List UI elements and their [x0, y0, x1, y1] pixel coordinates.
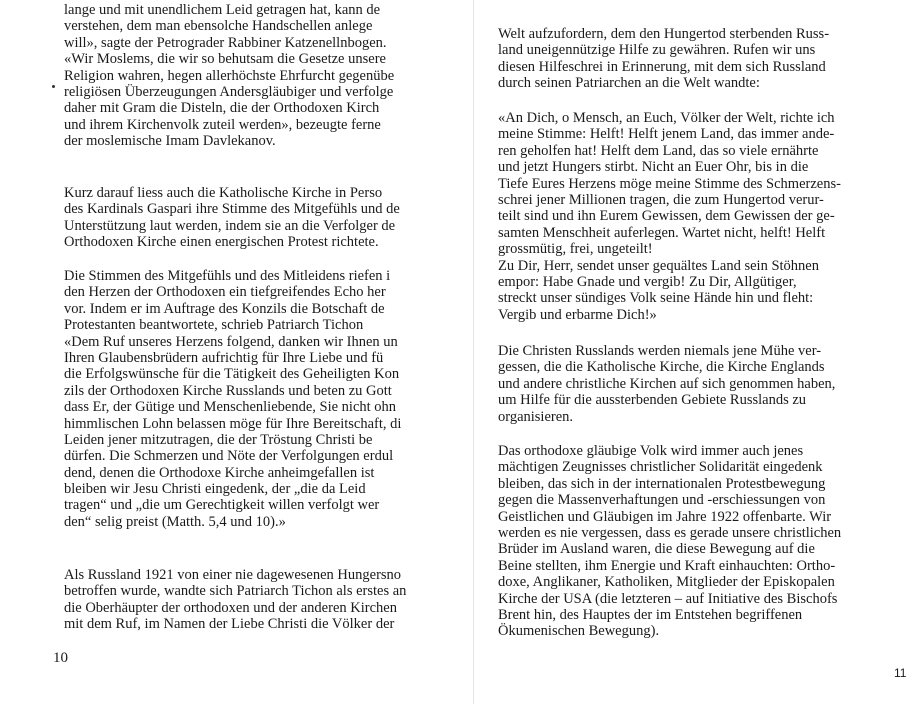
- text-line: vor. Indem er im Auftrage des Konzils die Botschaft de: [64, 300, 385, 317]
- text-line: Die Stimmen des Mitgefühls und des Mitleidens riefen i: [64, 268, 391, 284]
- text-line: Protestanten beantwortete, schrieb Patriarch Tichon: [64, 317, 364, 334]
- text-line: Die Christen Russlands werden niemals jene Mühe ver-: [498, 343, 822, 359]
- text-line: tragen“ und „die um Gerechtigkeit willen verfolgt wer: [64, 497, 380, 514]
- text-line: mächtigen Zeugnisses christlicher Solidarität eingedenk: [498, 459, 823, 476]
- paragraph: [64, 268, 474, 530]
- text-line: samten Menschheit auferlegen. Wartet nicht, helft! Helft: [498, 224, 826, 241]
- text-line: Als Russland 1921 von einer nie dagewesenen Hungersno: [64, 567, 402, 583]
- text-line: dend, denen die Orthodoxe Kirche anheimgefallen ist: [64, 464, 375, 481]
- text-line: lange und mit unendlichem Leid getragen hat, kann de: [64, 2, 381, 18]
- text-line: Das orthodoxe gläubige Volk wird immer auch jenes: [498, 443, 804, 459]
- paragraph: [498, 343, 884, 425]
- text-line: durch seinen Patriarchen an die Welt wandte:: [498, 75, 760, 92]
- text-line: grossmütig, frei, ungeteilt!: [498, 241, 653, 258]
- text-line: dass Er, der Gütige und Menschenliebende, Sie nicht ohn: [64, 399, 397, 416]
- text-line: den Herzen der Orthodoxen ein tiefgreifendes Echo her: [64, 284, 386, 301]
- text-line: organisieren.: [498, 408, 574, 425]
- text-line: die Erfolgswünsche für die Tätigkeit des Geheiligten Kon: [64, 366, 400, 383]
- text-line: den“ selig preist (Matth. 5,4 und 10).»: [64, 513, 286, 530]
- text-line: will», sagte der Petrograder Rabbiner Katzenellnbogen.: [64, 34, 387, 51]
- text-line: werden es nie vergessen, dass es gerade unsere christlichen: [498, 524, 842, 541]
- text-line: schrei jener Millionen tragen, die zum Hungertod verur-: [498, 191, 824, 208]
- text-line: himmlischen Lohn belassen möge für Ihre Bereitschaft, di: [64, 415, 402, 432]
- text-line: Kirche der USA (die letzteren – auf Initiative des Bischofs: [498, 590, 838, 607]
- text-line: diesen Hilfeschrei in Erinnerung, mit dem sich Russland: [498, 58, 826, 75]
- text-line: Welt aufzufordern, dem den Hungertod sterbenden Russ-: [498, 26, 830, 42]
- text-line: des Kardinals Gaspari ihre Stimme des Mitgefühls und de: [64, 201, 400, 218]
- paragraph: [64, 185, 474, 251]
- text-line: Tiefe Eures Herzens möge meine Stimme des Schmerzens-: [498, 175, 841, 192]
- paragraph: [64, 2, 474, 150]
- paragraph: [498, 110, 884, 323]
- text-line: und jetzt Hungers stirbt. Nicht an Euer Ohr, bis in die: [498, 159, 809, 176]
- text-line: mit dem Ruf, im Namen der Liebe Christi die Völker der: [64, 616, 395, 633]
- text-line: empor: Habe Gnade und vergib! Zu Dir, Allgütiger,: [498, 273, 797, 290]
- text-line: bleiben, das sich in der internationalen Protestbewegung: [498, 475, 826, 492]
- text-line: streckt unser sündiges Volk seine Hände hin und fleht:: [498, 290, 814, 307]
- text-line: «Wir Moslems, die wir so behutsam die Gesetze unsere: [64, 51, 386, 68]
- text-line: und ihrem Kirchenvolk zuteil werden», bezeugte ferne: [64, 116, 381, 133]
- text-line: «An Dich, o Mensch, an Euch, Völker der Welt, richte ich: [498, 110, 835, 126]
- text-line: ren geholfen hat! Helft dem Land, das so viele ernährte: [498, 142, 819, 159]
- text-line: teilt sind und ihn Eurem Gewissen, dem Gewissen der ge-: [498, 208, 835, 225]
- text-line: Ökumenischen Bewegung).: [498, 623, 660, 640]
- text-line: Beine stellten, ihm Energie und Kraft einhauchten: Ortho-: [498, 557, 836, 574]
- text-line: der moslemische Imam Davlekanov.: [64, 133, 276, 150]
- page-number: 10: [53, 650, 68, 666]
- text-line: gegen die Massenverhaftungen und -erschiessungen von: [498, 492, 826, 509]
- text-line: und andere christliche Kirchen auf sich genommen haben,: [498, 375, 836, 392]
- text-line: gessen, die die Katholische Kirche, die Kirche Englands: [498, 359, 825, 376]
- text-line: um Hilfe für die aussterbenden Gebiete Russlands zu: [498, 392, 807, 409]
- text-line: meine Stimme: Helft! Helft jenem Land, das immer ande-: [498, 126, 835, 143]
- paragraph: [64, 567, 474, 633]
- text-line: verstehen, dem man ebensolche Handschellen anlege: [64, 18, 373, 35]
- text-line: doxe, Anglikaner, Katholiken, Mitglieder der Episkopalen: [498, 574, 835, 591]
- page-number: 11: [894, 666, 907, 680]
- paragraph: [498, 26, 884, 92]
- text-line: Brüder im Ausland waren, die diese Bewegung auf die: [498, 541, 815, 558]
- text-line: Kurz darauf liess auch die Katholische Kirche in Perso: [64, 185, 383, 201]
- text-line: zils der Orthodoxen Kirche Russlands und beten zu Gott: [64, 382, 392, 399]
- margin-mark: [52, 85, 55, 88]
- right-page: [474, 0, 922, 704]
- text-line: Religion wahren, hegen allerhöchste Ehrfurcht gegenübe: [64, 67, 395, 84]
- text-line: Unterstützung laut werden, indem sie an die Verfolger de: [64, 217, 396, 234]
- text-line: religiösen Überzeugungen Andersgläubiger und verfolge: [64, 83, 394, 100]
- text-line: Zu Dir, Herr, sendet unser gequältes Land sein Stöhnen: [498, 257, 819, 274]
- text-line: daher mit Gram die Disteln, die der Orthodoxen Kirch: [64, 100, 380, 117]
- text-line: Leiden jener mitzutragen, die der Tröstung Christi be: [64, 431, 373, 448]
- text-line: betroffen wurde, wandte sich Patriarch Tichon als erstes an: [64, 583, 407, 600]
- text-line: die Oberhäupter der orthodoxen und der anderen Kirchen: [64, 599, 397, 616]
- text-line: land uneigennützige Hilfe zu gewähren. Rufen wir uns: [498, 42, 816, 59]
- text-line: Orthodoxen Kirche einen energischen Protest richtete.: [64, 234, 379, 251]
- text-line: «Dem Ruf unseres Herzens folgend, danken wir Ihnen un: [64, 333, 398, 350]
- text-line: Vergib und erbarme Dich!»: [498, 306, 657, 323]
- text-line: Ihren Glaubensbrüdern aufrichtig für Ihre Liebe und fü: [64, 349, 384, 366]
- text-line: dürfen. Die Schmerzen und Nöte der Verfolgungen erdul: [64, 448, 394, 465]
- text-line: bleiben wir Jesu Christi eingedenk, der „die da Leid: [64, 481, 366, 498]
- paragraph: [498, 443, 884, 640]
- text-line: Geistlichen und Gläubigen im Jahre 1922 offenbarte. Wir: [498, 508, 832, 525]
- text-line: Brent hin, des Hauptes der im Entstehen begriffenen: [498, 606, 803, 623]
